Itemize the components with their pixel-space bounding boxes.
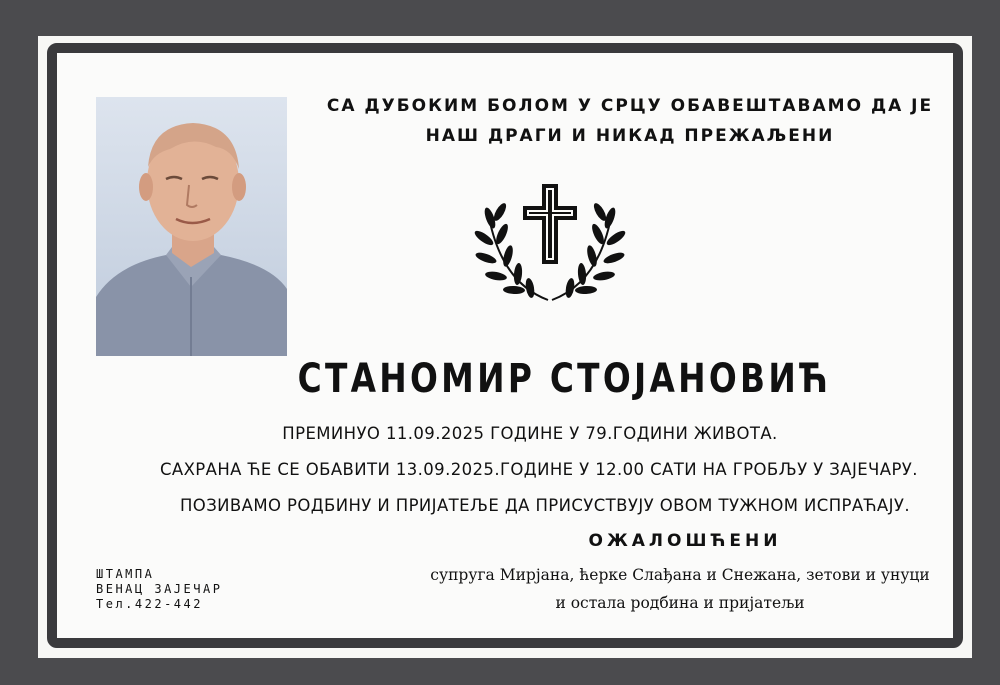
header-line-1: СА ДУБОКИМ БОЛОМ У СРЦУ ОБАВЕШТАВАМО ДА ЈЕ	[326, 96, 934, 116]
death-date-line: ПРЕМИНУО 11.09.2025 ГОДИНЕ У 79.ГОДИНИ ЖИВОТА.	[282, 424, 778, 443]
funeral-line: САХРАНА ЋЕ СЕ ОБАВИТИ 13.09.2025.ГОДИНЕ У 12.00 САТИ НА ГРОБЉУ У ЗАЈЕЧАРУ.	[160, 460, 918, 479]
family-line-2: и остала родбина и пријатељи	[555, 594, 805, 612]
invitation-line: ПОЗИВАМО РОДБИНУ И ПРИЈАТЕЉЕ ДА ПРИСУСТВУЈУ ОВОМ ТУЖНОМ ИСПРАЋАЈУ.	[180, 496, 910, 515]
printer-label: ШТАМПА	[96, 567, 155, 581]
portrait-photo	[96, 97, 287, 356]
printer-phone: Тел.422-442	[96, 597, 203, 611]
mourners-label: ОЖАЛОШЋЕНИ	[588, 531, 782, 551]
cross-with-laurel-icon	[470, 182, 630, 311]
deceased-name: СТАНОМИР СТОЈАНОВИЋ	[297, 356, 832, 402]
family-line-1: супруга Мирјана, ћерке Слађана и Снежана, зетови и унуци	[430, 566, 930, 584]
header-line-2: НАШ ДРАГИ И НИКАД ПРЕЖАЉЕНИ	[425, 126, 835, 146]
printer-name: ВЕНАЦ ЗАЈЕЧАР	[96, 582, 223, 596]
